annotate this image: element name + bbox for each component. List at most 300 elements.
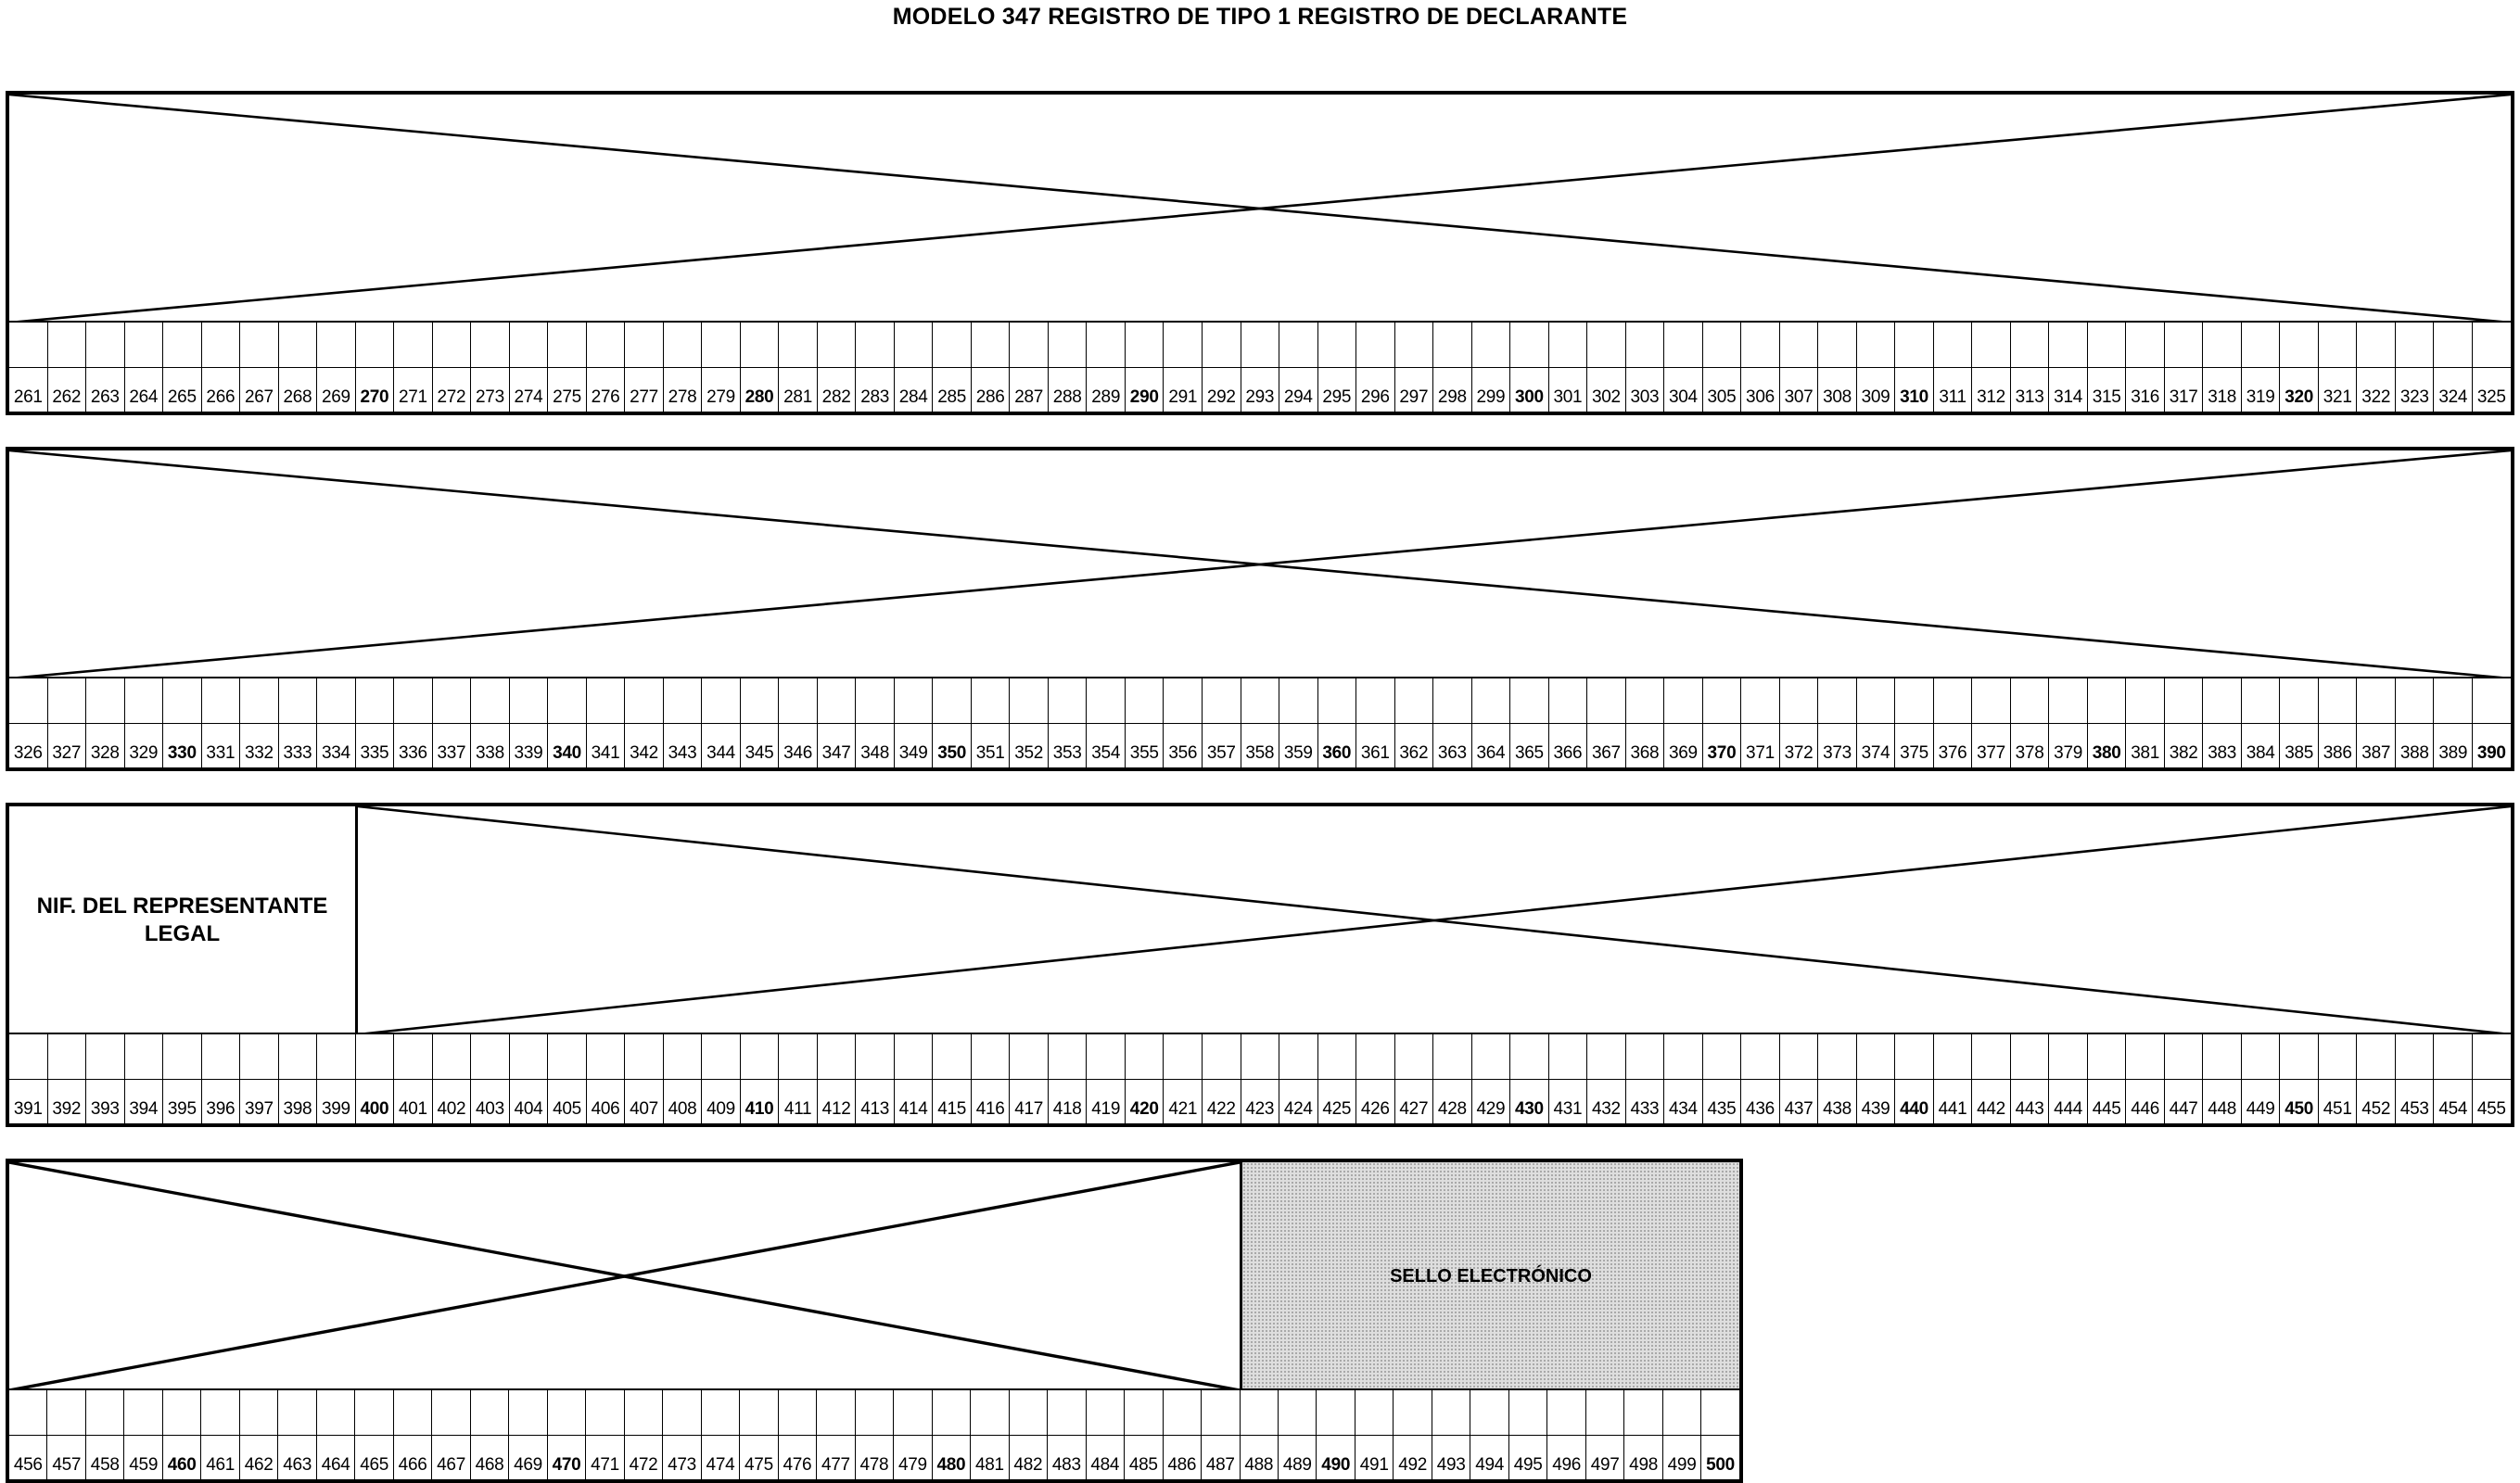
position-cell [894, 678, 933, 767]
position-number: 383 [2208, 743, 2237, 763]
position-number: 300 [1514, 387, 1544, 407]
position-cell [1355, 1390, 1393, 1479]
position-cell [1394, 323, 1433, 412]
position-number: 310 [1900, 387, 1928, 407]
cell-divider [1087, 367, 1125, 368]
cell-divider [2357, 367, 2395, 368]
label-line-2: LEGAL [144, 921, 221, 946]
position-number: 263 [90, 387, 120, 407]
position-cell [971, 323, 1010, 412]
position-cell [239, 323, 278, 412]
position-number: 411 [783, 1099, 812, 1119]
position-number: 344 [706, 743, 735, 763]
cell-divider [125, 367, 163, 368]
position-cell [1163, 1390, 1201, 1479]
nif-representante-legal-label [9, 806, 358, 1034]
position-number: 489 [1282, 1455, 1312, 1475]
position-number: 395 [167, 1099, 197, 1119]
position-cell [2279, 678, 2318, 767]
position-cell [1471, 678, 1510, 767]
cell-divider [1934, 723, 1972, 724]
cell-divider [471, 367, 509, 368]
position-number: 350 [937, 743, 967, 763]
position-cell [1508, 1390, 1546, 1479]
position-cell [740, 1034, 779, 1123]
cell-divider [2280, 367, 2318, 368]
position-number: 273 [476, 387, 504, 407]
cell-divider [1663, 1435, 1700, 1436]
position-cell [508, 1390, 546, 1479]
position-cell [201, 678, 240, 767]
cell-divider [1164, 1079, 1202, 1080]
position-cell [1662, 1390, 1700, 1479]
cell-divider [1433, 1079, 1471, 1080]
position-number: 443 [2015, 1099, 2044, 1119]
position-number: 335 [360, 743, 389, 763]
position-number: 405 [553, 1099, 581, 1119]
position-number: 394 [129, 1099, 159, 1119]
position-cell [9, 323, 47, 412]
position-number: 272 [437, 387, 466, 407]
position-number: 492 [1398, 1455, 1428, 1475]
position-cell [817, 323, 856, 412]
position-number: 338 [476, 743, 504, 763]
position-number: 337 [437, 743, 466, 763]
position-cell [393, 1034, 432, 1123]
position-cell [1548, 1034, 1587, 1123]
position-cell [740, 323, 779, 412]
position-cell [2087, 678, 2126, 767]
position-cell [2202, 678, 2241, 767]
cell-divider [1818, 723, 1856, 724]
position-number: 390 [2476, 743, 2506, 763]
position-number: 467 [437, 1455, 465, 1475]
cell-divider [356, 723, 394, 724]
cell-divider [702, 1435, 739, 1436]
position-number: 312 [1977, 387, 2005, 407]
position-number: 473 [668, 1455, 696, 1475]
position-number: 456 [13, 1455, 43, 1475]
position-cell [2010, 323, 2049, 412]
position-cell [1702, 1034, 1741, 1123]
cell-divider [2396, 723, 2434, 724]
position-cell [1394, 678, 1433, 767]
cell-divider [433, 723, 471, 724]
position-number: 472 [629, 1455, 658, 1475]
position-number: 435 [1707, 1099, 1737, 1119]
position-cell [1702, 323, 1741, 412]
position-cell [1546, 1390, 1585, 1479]
position-cell [2318, 323, 2357, 412]
cell-divider [317, 1435, 354, 1436]
cell-divider [664, 723, 702, 724]
position-cell [1393, 1390, 1431, 1479]
position-cell [278, 323, 317, 412]
cell-divider [240, 1079, 278, 1080]
position-cells-row [9, 1033, 2511, 1123]
cell-divider [2203, 367, 2241, 368]
cell-divider [1626, 1079, 1664, 1080]
position-number: 462 [244, 1455, 274, 1475]
cell-divider [1395, 1079, 1433, 1080]
position-number: 372 [1784, 743, 1814, 763]
position-number: 317 [2169, 387, 2198, 407]
position-number: 428 [1437, 1099, 1467, 1119]
position-cell [2010, 1034, 2049, 1123]
position-number: 316 [2131, 387, 2160, 407]
position-cell [2010, 678, 2049, 767]
cell-divider [1241, 723, 1279, 724]
position-cell [624, 323, 663, 412]
cell-divider [1010, 723, 1048, 724]
cell-divider [1895, 1079, 1933, 1080]
cell-divider [394, 1079, 432, 1080]
cell-divider [1587, 1079, 1625, 1080]
position-cell [1317, 323, 1356, 412]
position-number: 417 [1014, 1099, 1044, 1119]
position-cell [470, 1390, 508, 1479]
cell-divider [1818, 1079, 1856, 1080]
cell-divider [1587, 367, 1625, 368]
cell-divider [1279, 723, 1317, 724]
cell-divider [2203, 723, 2241, 724]
position-cell [1971, 323, 2010, 412]
position-cell [1933, 1034, 1972, 1123]
position-cell [663, 678, 702, 767]
position-number: 268 [283, 387, 312, 407]
position-cell [1933, 678, 1972, 767]
cross-lines-graphic [9, 450, 2511, 678]
cell-divider [47, 1435, 84, 1436]
position-number: 322 [2361, 387, 2391, 407]
position-number: 407 [630, 1099, 658, 1119]
cell-divider [1010, 367, 1048, 368]
position-cell [316, 678, 355, 767]
position-number: 469 [514, 1455, 542, 1475]
position-number: 352 [1014, 743, 1044, 763]
position-number: 450 [2285, 1099, 2314, 1119]
position-number: 381 [2131, 743, 2160, 763]
cell-divider [1356, 367, 1394, 368]
position-number: 269 [321, 387, 350, 407]
cell-divider [356, 367, 394, 368]
position-number: 373 [1823, 743, 1852, 763]
position-number: 389 [2438, 743, 2468, 763]
position-cell [547, 323, 586, 412]
position-cell [932, 678, 971, 767]
cell-divider [1164, 1435, 1201, 1436]
cell-divider [1470, 1435, 1508, 1436]
position-number: 463 [283, 1455, 312, 1475]
position-cell [200, 1390, 238, 1479]
cell-divider [664, 367, 702, 368]
cell-divider [2473, 367, 2511, 368]
position-cell [432, 1034, 471, 1123]
position-number: 460 [167, 1455, 197, 1475]
cell-divider [972, 723, 1010, 724]
position-cell [9, 1034, 47, 1123]
position-cell [1471, 323, 1510, 412]
unused-area-cross [358, 806, 2511, 1034]
position-cell [2164, 323, 2203, 412]
cell-divider [86, 1435, 123, 1436]
cell-divider [9, 1435, 46, 1436]
cell-divider [971, 1435, 1008, 1436]
position-number: 376 [1938, 743, 1967, 763]
position-cell [162, 323, 201, 412]
cell-divider [1701, 1435, 1738, 1436]
position-cell [355, 678, 394, 767]
cell-divider [9, 367, 47, 368]
cell-divider [201, 1435, 238, 1436]
position-number: 369 [1669, 743, 1698, 763]
cell-divider [432, 1435, 469, 1436]
position-cell [1894, 678, 1933, 767]
cell-divider [1202, 1435, 1239, 1436]
cell-divider [1049, 367, 1087, 368]
cell-divider [1010, 1435, 1047, 1436]
cell-divider [548, 367, 586, 368]
cell-divider [433, 367, 471, 368]
position-number: 285 [937, 387, 967, 407]
cell-divider [1203, 723, 1241, 724]
position-number: 334 [321, 743, 350, 763]
position-cell [547, 1390, 585, 1479]
position-cell [932, 1390, 970, 1479]
position-cell [1933, 323, 1972, 412]
position-cell [2433, 678, 2472, 767]
cell-divider [1895, 723, 1933, 724]
cell-divider [1664, 1079, 1702, 1080]
cell-divider [1395, 723, 1433, 724]
position-number: 488 [1244, 1455, 1274, 1475]
position-cell [701, 678, 740, 767]
position-cell [2048, 323, 2087, 412]
position-cell [1355, 323, 1394, 412]
position-cell [278, 678, 317, 767]
cell-divider [2396, 367, 2434, 368]
position-cell [124, 1034, 163, 1123]
label-line-1: NIF. DEL REPRESENTANTE [36, 894, 328, 919]
position-number: 483 [1051, 1455, 1081, 1475]
position-number: 353 [1052, 743, 1082, 763]
position-cell [2279, 323, 2318, 412]
cell-divider [2319, 367, 2357, 368]
position-number: 425 [1322, 1099, 1352, 1119]
position-cell [278, 1034, 317, 1123]
position-number: 402 [437, 1099, 466, 1119]
cell-divider [394, 723, 432, 724]
position-number: 475 [745, 1455, 773, 1475]
cell-divider [856, 723, 894, 724]
position-cell [1432, 323, 1471, 412]
position-number: 324 [2438, 387, 2468, 407]
position-cell [47, 323, 86, 412]
position-cell [1125, 678, 1164, 767]
position-cell [971, 678, 1010, 767]
position-number: 354 [1091, 743, 1121, 763]
position-number: 477 [821, 1455, 850, 1475]
cell-divider [1857, 367, 1895, 368]
position-cell [1047, 1390, 1085, 1479]
cell-divider [1432, 1435, 1470, 1436]
cell-divider [2088, 723, 2126, 724]
cell-divider [895, 367, 933, 368]
position-cell [1471, 1034, 1510, 1123]
position-number: 414 [898, 1099, 928, 1119]
position-number: 308 [1823, 387, 1852, 407]
position-number: 459 [129, 1455, 159, 1475]
position-number: 430 [1514, 1099, 1544, 1119]
position-cell [1432, 678, 1471, 767]
position-cell [2395, 678, 2434, 767]
cell-divider [933, 723, 971, 724]
cell-divider [1626, 367, 1664, 368]
position-number: 286 [975, 387, 1005, 407]
cell-divider [2242, 723, 2280, 724]
position-number: 302 [1591, 387, 1621, 407]
position-cell [1817, 678, 1856, 767]
position-cell [1663, 323, 1702, 412]
cell-divider [86, 723, 124, 724]
position-cell [432, 323, 471, 412]
cell-divider [1241, 367, 1279, 368]
position-number: 485 [1128, 1455, 1158, 1475]
position-cell [1894, 323, 1933, 412]
cell-divider [2357, 723, 2395, 724]
position-cell [1124, 1390, 1162, 1479]
cell-divider [1549, 367, 1587, 368]
position-cell [2241, 1034, 2280, 1123]
position-number: 346 [783, 743, 812, 763]
position-cell [855, 678, 894, 767]
position-cell [894, 1034, 933, 1123]
cell-divider [587, 367, 625, 368]
position-cell [2241, 678, 2280, 767]
cell-divider [509, 1435, 546, 1436]
position-number: 491 [1359, 1455, 1389, 1475]
position-cell [1509, 1034, 1548, 1123]
position-cell [2048, 1034, 2087, 1123]
position-cell [1663, 1034, 1702, 1123]
position-number: 433 [1630, 1099, 1660, 1119]
position-cell [1971, 678, 2010, 767]
position-cell [1009, 678, 1048, 767]
position-number: 429 [1476, 1099, 1506, 1119]
position-number: 290 [1129, 387, 1159, 407]
position-cell [2472, 323, 2511, 412]
position-number: 418 [1052, 1099, 1082, 1119]
position-cell [316, 1390, 354, 1479]
position-number: 304 [1669, 387, 1698, 407]
cell-divider [2088, 1079, 2126, 1080]
position-cell [1586, 1034, 1625, 1123]
position-number: 434 [1669, 1099, 1698, 1119]
position-number: 471 [591, 1455, 619, 1475]
cell-divider [355, 1435, 392, 1436]
position-cell [2356, 678, 2395, 767]
position-cell [393, 678, 432, 767]
position-number: 360 [1322, 743, 1352, 763]
position-number: 283 [860, 387, 889, 407]
cell-divider [471, 723, 509, 724]
position-cell [662, 1390, 700, 1479]
cell-divider [1126, 723, 1164, 724]
position-cell [893, 1390, 931, 1479]
cell-divider [1741, 367, 1779, 368]
position-cell [2433, 1034, 2472, 1123]
cell-divider [818, 367, 856, 368]
position-cell [46, 1390, 84, 1479]
seal-label: SELLO ELECTRÓNICO [1390, 1265, 1592, 1287]
cell-divider [510, 723, 548, 724]
position-cell [2125, 323, 2164, 412]
position-cell [1856, 678, 1895, 767]
position-cell [2356, 323, 2395, 412]
position-cell [1317, 678, 1356, 767]
position-cell [2241, 323, 2280, 412]
position-number: 271 [399, 387, 427, 407]
position-number: 289 [1091, 387, 1121, 407]
position-number: 431 [1553, 1099, 1583, 1119]
cell-divider [818, 1079, 856, 1080]
position-cell [355, 323, 394, 412]
position-number: 415 [937, 1099, 967, 1119]
cell-divider [625, 723, 663, 724]
cell-divider [1818, 367, 1856, 368]
position-cell [624, 1034, 663, 1123]
cell-divider [279, 367, 317, 368]
position-cell [663, 1034, 702, 1123]
cell-divider [587, 1079, 625, 1080]
position-number: 480 [936, 1455, 966, 1475]
position-cell [2472, 1034, 2511, 1123]
cell-divider [2011, 367, 2049, 368]
position-number: 326 [13, 743, 43, 763]
position-cell [1394, 1034, 1433, 1123]
cell-divider [741, 1079, 779, 1080]
position-cell [2395, 1034, 2434, 1123]
position-cell [624, 678, 663, 767]
cell-divider [125, 723, 163, 724]
position-cell [470, 323, 509, 412]
position-cell [1625, 323, 1664, 412]
cell-divider [856, 1435, 893, 1436]
cell-divider [2280, 1079, 2318, 1080]
position-cell [1894, 1034, 1933, 1123]
position-number: 441 [1938, 1099, 1967, 1119]
position-number: 284 [898, 387, 928, 407]
position-number: 482 [1013, 1455, 1043, 1475]
position-number: 461 [206, 1455, 235, 1475]
position-cell [85, 678, 124, 767]
position-cell [9, 678, 47, 767]
position-number: 422 [1206, 1099, 1236, 1119]
cell-divider [972, 1079, 1010, 1080]
position-cell [1279, 323, 1317, 412]
position-number: 330 [167, 743, 197, 763]
cell-divider [1586, 1435, 1623, 1436]
position-cell [1470, 1390, 1508, 1479]
position-number: 366 [1553, 743, 1583, 763]
cell-divider [394, 367, 432, 368]
cell-divider [279, 723, 317, 724]
cell-divider [1780, 1079, 1818, 1080]
cell-divider [1087, 1079, 1125, 1080]
position-number: 331 [206, 743, 235, 763]
position-cell [1817, 1034, 1856, 1123]
position-cell [2087, 323, 2126, 412]
